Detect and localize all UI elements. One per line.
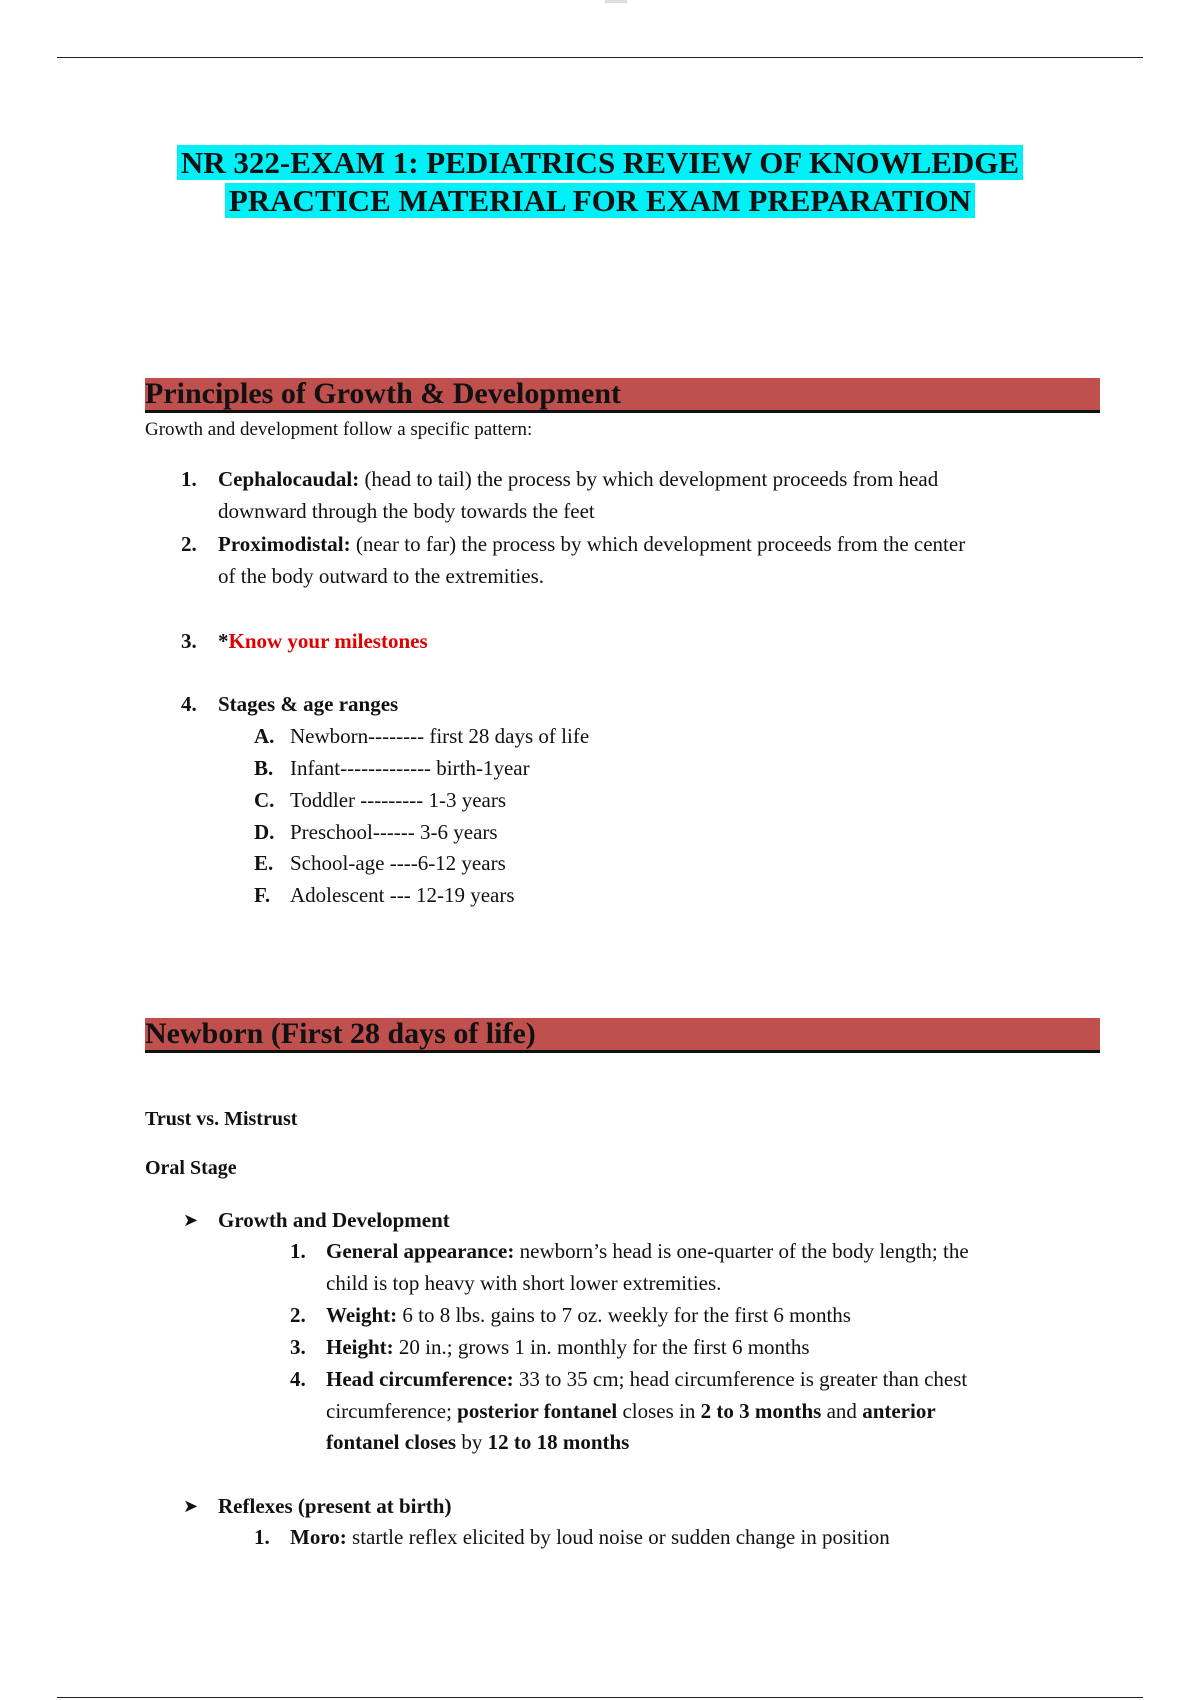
definition: 6 to 8 lbs. gains to 7 oz. weekly for the first 6 months [397,1303,851,1327]
emphasis: anterior [862,1399,936,1423]
list-item-milestones [218,625,428,657]
footer-rule [57,1697,1143,1698]
section-intro: Growth and development follow a specific pattern: [145,419,533,440]
list-number: 2. [181,532,197,556]
emphasis: 2 to 3 months [700,1399,822,1423]
stage-school-age: School-age ----6-12 years [290,851,506,875]
subheading-oral-stage: Oral Stage [145,1157,237,1179]
stage-newborn: Newborn-------- first 28 days of life [290,724,590,748]
title-line-1: NR 322-EXAM 1: PEDIATRICS REVIEW OF KNOWLEDGE [177,145,1023,180]
asterisk: * [218,629,229,653]
stage-letter: C. [254,788,275,812]
stage-letter: D. [254,820,275,844]
title-line-2: PRACTICE MATERIAL FOR EXAM PREPARATION [225,183,975,218]
stage-letter: E. [254,851,274,875]
arrowhead-bullet-icon: ➤ [183,1496,199,1516]
text: circumference; [326,1399,458,1423]
definition: (head to tail) the process by which development proceeds from head [359,467,939,491]
definition: (near to far) the process by which development proceeds from the center [350,532,966,556]
list-number: 3. [290,1335,306,1359]
gd-general-appearance [326,1235,969,1267]
term: Height: [326,1335,394,1359]
section-heading-text: Principles of Growth & Development [145,377,622,410]
section-heading-text: Newborn (First 28 days of life) [145,1017,536,1050]
term: Cephalocaudal: [218,467,360,491]
stage-letter: B. [254,756,274,780]
gd-height [326,1331,810,1363]
gd-continuation: child is top heavy with short lower extremities. [326,1271,722,1295]
header-rule [57,57,1143,58]
milestones-emphasis: Know your milestones [228,629,428,653]
definition: 33 to 35 cm; head circumference is greater than chest [513,1367,968,1391]
bullet-reflexes: Reflexes (present at birth) [218,1494,452,1518]
term: Proximodistal: [218,532,351,556]
stage-letter: F. [254,883,271,907]
definition: 20 in.; grows 1 in. monthly for the first 6 months [393,1335,810,1359]
list-number: 4. [181,692,197,716]
gd-weight [326,1299,851,1331]
list-item-continuation: of the body outward to the extremities. [218,564,545,588]
arrowhead-bullet-icon: ➤ [183,1210,199,1230]
gd-head-circumference [326,1363,967,1395]
bullet-growth-development: Growth and Development [218,1208,450,1232]
document-title [0,144,1200,220]
stage-adolescent: Adolescent --- 12-19 years [290,883,515,907]
term: General appearance: [326,1239,515,1263]
emphasis: posterior fontanel [457,1399,618,1423]
list-number: 2. [290,1303,306,1327]
section-heading-growth [145,378,1100,413]
list-item-continuation: downward through the body towards the feet [218,499,595,523]
reflex-moro [290,1521,890,1553]
definition: startle reflex elicited by loud noise or sudden change in position [346,1525,890,1549]
text: by [456,1430,488,1454]
list-number: 1. [181,467,197,491]
subheading-trust: Trust vs. Mistrust [145,1108,298,1130]
term: Moro: [290,1525,347,1549]
list-number: 1. [254,1525,270,1549]
section-heading-newborn [145,1018,1100,1053]
text: closes in [617,1399,701,1423]
stage-toddler: Toddler --------- 1-3 years [290,788,506,812]
term: Weight: [326,1303,398,1327]
list-item-proximodistal [218,528,965,560]
stage-preschool: Preschool------ 3-6 years [290,820,498,844]
list-number: 1. [290,1239,306,1263]
term: Head circumference: [326,1367,514,1391]
list-number: 4. [290,1367,306,1391]
list-number: 3. [181,629,197,653]
definition: newborn’s head is one-quarter of the body length; the [514,1239,969,1263]
list-item-cephalocaudal [218,463,938,495]
top-edge-mark [605,0,627,3]
stage-letter: A. [254,724,275,748]
emphasis: 12 to 18 months [487,1430,630,1454]
stage-infant: Infant------------- birth-1year [290,756,530,780]
emphasis: fontanel closes [326,1430,457,1454]
text: and [821,1399,863,1423]
gd-continuation [326,1426,629,1458]
gd-continuation [326,1395,936,1427]
list-item-stages: Stages & age ranges [218,692,399,716]
